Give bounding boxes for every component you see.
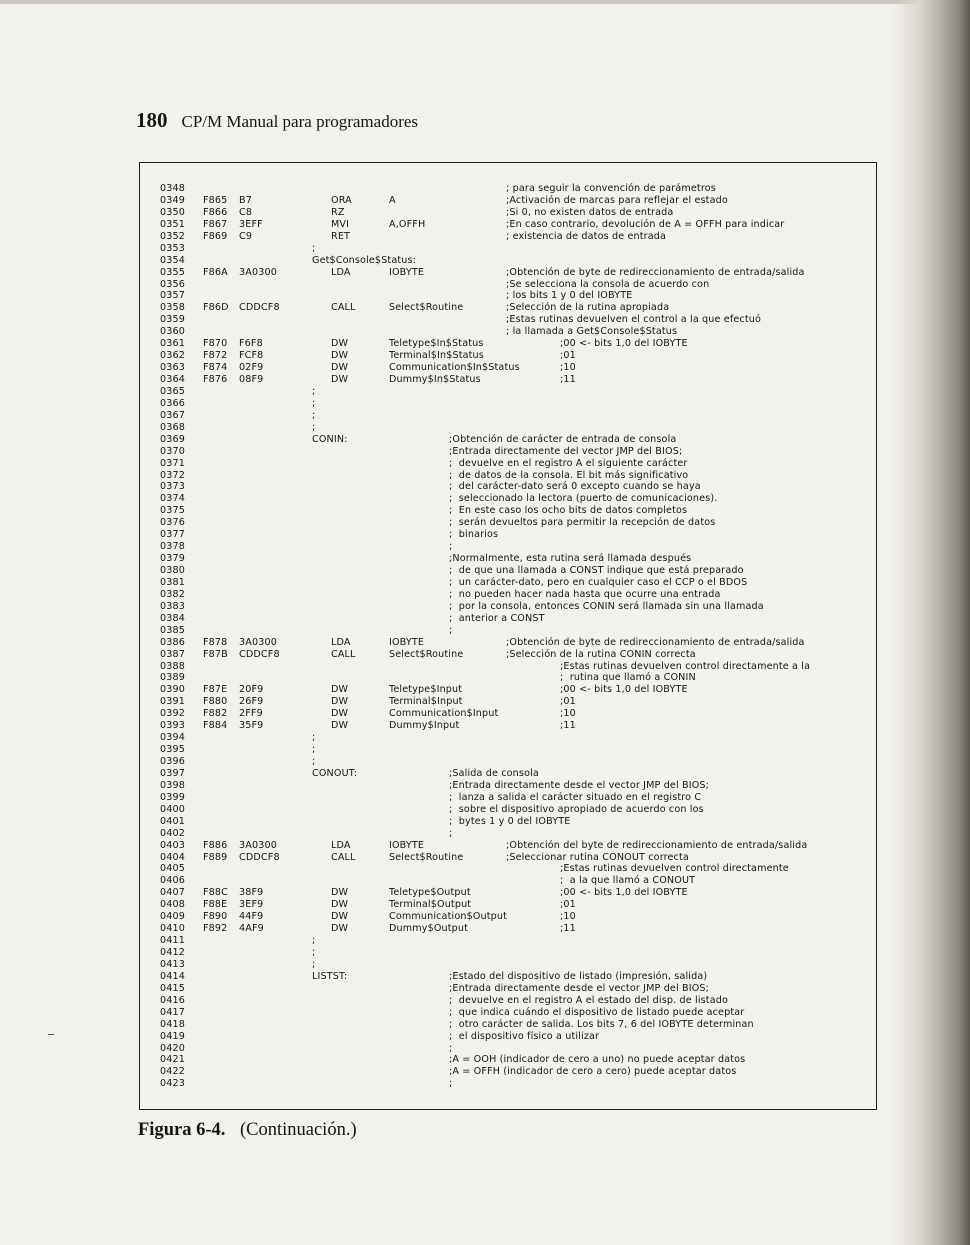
operand: Dummy$Output <box>389 923 469 935</box>
line-number: 0353 <box>160 242 186 254</box>
line-number: 0410 <box>160 923 186 935</box>
comment: ;11 <box>560 923 576 935</box>
operand: Terminal$Input <box>389 696 463 708</box>
opcode: DW <box>331 696 349 708</box>
comment: ;10 <box>560 362 576 374</box>
comment: ;Estas rutinas devuelven control directamente <box>560 863 789 875</box>
label: ; <box>312 947 316 958</box>
operand: Select$Routine <box>389 648 464 660</box>
caption-label: Figura 6-4. <box>138 1120 226 1140</box>
opcode: CALL <box>331 648 356 660</box>
address: F88C <box>203 887 229 899</box>
comment: ;01 <box>560 696 576 708</box>
comment: ;11 <box>560 374 576 385</box>
opcode: DW <box>331 708 349 720</box>
line-number: 0365 <box>160 385 186 397</box>
margin-mark <box>48 1034 54 1035</box>
line-number: 0372 <box>160 469 186 481</box>
line-number: 0407 <box>160 887 186 899</box>
object-code: 3A0300 <box>239 636 277 648</box>
line-number: 0348 <box>160 183 186 194</box>
line-number: 0362 <box>160 350 186 362</box>
object-code: 38F9 <box>239 887 264 899</box>
comment: ; <box>449 624 453 636</box>
page-header <box>136 108 418 133</box>
line-number: 0394 <box>160 732 186 744</box>
address: F86A <box>203 266 228 278</box>
comment: ; no pueden hacer nada hasta que ocurre una entrada <box>449 588 721 600</box>
line-number: 0402 <box>160 827 186 839</box>
comment: ;Activación de marcas para reflejar el estado <box>506 194 728 206</box>
code-listing-figure <box>139 162 877 1110</box>
opcode: CALL <box>331 302 356 314</box>
comment: ;Obtención de byte de redireccionamiento de entrada/salida <box>506 266 805 278</box>
line-number: 0350 <box>160 206 186 218</box>
comment: ; bytes 1 y 0 del IOBYTE <box>449 815 571 827</box>
running-title: CP/M Manual para programadores <box>181 112 419 131</box>
comment: ;Se selecciona la consola de acuerdo con <box>506 278 710 290</box>
label: ; <box>312 756 316 767</box>
line-number: 0423 <box>160 1078 186 1090</box>
address: F882 <box>203 708 228 720</box>
line-number: 0387 <box>160 648 186 660</box>
object-code: 35F9 <box>239 720 264 732</box>
opcode: DW <box>331 684 349 696</box>
address: F86D <box>203 302 229 314</box>
line-number: 0418 <box>160 1018 186 1030</box>
comment: ;00 <- bits 1,0 del IOBYTE <box>560 338 688 350</box>
comment: ;11 <box>560 720 576 732</box>
line-number: 0415 <box>160 982 186 994</box>
address: F890 <box>203 911 228 923</box>
line-number: 0417 <box>160 1006 186 1018</box>
label: LISTST: <box>312 970 348 982</box>
object-code: 2FF9 <box>239 708 263 720</box>
comment: ; que indica cuándo el dispositivo de listado puede aceptar <box>449 1006 745 1018</box>
comment: ;Selección de la rutina apropiada <box>506 302 670 314</box>
label: ; <box>312 409 316 421</box>
line-number: 0401 <box>160 815 186 827</box>
line-number: 0368 <box>160 421 186 433</box>
opcode: LDA <box>331 636 351 648</box>
comment: ; devuelve en el registro A el estado del disp. de listado <box>449 994 728 1006</box>
book-binding-shadow <box>892 0 970 1245</box>
comment: ;Entrada directamente desde el vector JMP del BIOS; <box>449 779 710 791</box>
opcode: DW <box>331 720 349 732</box>
opcode: DW <box>331 923 349 935</box>
comment: ; para seguir la convención de parámetros <box>506 183 716 194</box>
object-code: CDDCF8 <box>239 648 280 660</box>
object-code: 3EF9 <box>239 899 264 911</box>
opcode: DW <box>331 362 349 374</box>
address: F867 <box>203 218 228 230</box>
opcode: MVI <box>331 218 350 230</box>
line-number: 0371 <box>160 457 186 469</box>
line-number: 0393 <box>160 720 186 732</box>
operand: IOBYTE <box>389 266 425 278</box>
address: F866 <box>203 206 228 218</box>
comment: ; de que una llamada a CONST indique que está preparado <box>449 565 744 576</box>
operand: Communication$Output <box>389 911 508 923</box>
opcode: LDA <box>331 266 351 278</box>
comment: ; existencia de datos de entrada <box>506 230 667 242</box>
line-number: 0392 <box>160 708 186 720</box>
comment: ; la llamada a Get$Console$Status <box>506 326 678 338</box>
line-number: 0386 <box>160 636 186 648</box>
object-code: 3A0300 <box>239 839 277 851</box>
line-number: 0406 <box>160 875 186 887</box>
comment: ;Obtención del byte de redireccionamiento de entrada/salida <box>506 839 808 851</box>
comment: ; lanza a salida el carácter situado en el registro C <box>449 791 702 803</box>
line-number: 0356 <box>160 278 186 290</box>
address: F869 <box>203 230 228 242</box>
operand: IOBYTE <box>389 839 425 851</box>
operand: IOBYTE <box>389 636 425 648</box>
line-number: 0377 <box>160 529 186 541</box>
line-number: 0349 <box>160 194 186 206</box>
address: F874 <box>203 362 228 374</box>
comment: ; rutina que llamó a CONIN <box>560 672 696 684</box>
comment: ;Salida de consola <box>449 767 539 779</box>
line-number: 0376 <box>160 517 186 529</box>
label: ; <box>312 242 316 254</box>
comment: ; <box>449 1078 453 1090</box>
comment: ; por la consola, entonces CONIN será llamada sin una llamada <box>449 600 764 612</box>
line-number: 0411 <box>160 935 186 947</box>
operand: Teletype$Input <box>389 684 463 696</box>
line-number: 0409 <box>160 911 186 923</box>
label: ; <box>312 385 316 397</box>
comment: ;Estado del dispositivo de listado (impresión, salida) <box>449 970 708 982</box>
label: ; <box>312 744 316 756</box>
label: CONOUT: <box>312 767 358 779</box>
object-code: FCF8 <box>239 350 264 362</box>
comment: ; del carácter-dato será 0 excepto cuando se haya <box>449 481 701 493</box>
line-number: 0404 <box>160 851 186 863</box>
line-number: 0352 <box>160 230 186 242</box>
comment: ;Obtención de byte de redireccionamiento de entrada/salida <box>506 636 805 648</box>
comment: ; <box>449 1042 453 1054</box>
opcode: DW <box>331 338 349 350</box>
address: F87B <box>203 648 228 660</box>
comment: ; el dispositivo físico a utilizar <box>449 1030 600 1042</box>
operand: A <box>389 194 396 206</box>
comment: ; <box>449 541 453 553</box>
label: ; <box>312 421 316 433</box>
object-code: 08F9 <box>239 374 264 385</box>
line-number: 0364 <box>160 374 186 385</box>
comment: ;Seleccionar rutina CONOUT correcta <box>506 851 689 863</box>
line-number: 0396 <box>160 756 186 767</box>
comment: ;Estas rutinas devuelven el control a la que efectuó <box>506 314 762 326</box>
object-code: B7 <box>239 194 252 206</box>
line-number: 0381 <box>160 576 186 588</box>
operand: Select$Routine <box>389 851 464 863</box>
object-code: CDDCF8 <box>239 302 280 314</box>
line-number: 0385 <box>160 624 186 636</box>
line-number: 0412 <box>160 947 186 958</box>
label: ; <box>312 397 316 409</box>
comment: ; otro carácter de salida. Los bits 7, 6 del IOBYTE determinan <box>449 1018 754 1030</box>
line-number: 0398 <box>160 779 186 791</box>
comment: ;Estas rutinas devuelven control directamente a la <box>560 660 811 672</box>
comment: ; a la que llamó a CONOUT <box>560 875 696 887</box>
comment: ;Normalmente, esta rutina será llamada después <box>449 553 692 565</box>
line-number: 0397 <box>160 767 186 779</box>
line-number: 0355 <box>160 266 186 278</box>
line-number: 0361 <box>160 338 186 350</box>
address: F880 <box>203 696 228 708</box>
opcode: DW <box>331 350 349 362</box>
line-number: 0373 <box>160 481 186 493</box>
line-number: 0390 <box>160 684 186 696</box>
object-code: 02F9 <box>239 362 264 374</box>
object-code: 44F9 <box>239 911 264 923</box>
line-number: 0384 <box>160 612 186 624</box>
opcode: ORA <box>331 194 352 206</box>
line-number: 0380 <box>160 565 186 576</box>
address: F886 <box>203 839 228 851</box>
line-number: 0382 <box>160 588 186 600</box>
line-number: 0414 <box>160 970 186 982</box>
object-code: CDDCF8 <box>239 851 280 863</box>
line-number: 0421 <box>160 1054 186 1066</box>
comment: ;Obtención de carácter de entrada de consola <box>449 433 677 445</box>
comment: ;10 <box>560 708 576 720</box>
opcode: DW <box>331 374 349 385</box>
line-number: 0379 <box>160 553 186 565</box>
line-number: 0358 <box>160 302 186 314</box>
operand: Terminal$In$Status <box>389 350 484 362</box>
address: F865 <box>203 194 228 206</box>
line-number: 0370 <box>160 445 186 457</box>
object-code: 3EFF <box>239 218 263 230</box>
line-number: 0374 <box>160 493 186 505</box>
line-number: 0363 <box>160 362 186 374</box>
comment: ; un carácter-dato, pero en cualquier caso el CCP o el BDOS <box>449 576 748 588</box>
comment: ;A = OFFH (indicador de cero a cero) puede aceptar datos <box>449 1066 737 1078</box>
line-number: 0422 <box>160 1066 186 1078</box>
caption-text: (Continuación.) <box>239 1120 357 1140</box>
object-code: F6F8 <box>239 338 263 350</box>
comment: ; devuelve en el registro A el siguiente carácter <box>449 457 688 469</box>
line-number: 0360 <box>160 326 186 338</box>
operand: Communication$In$Status <box>389 362 520 374</box>
operand: Dummy$In$Status <box>389 374 481 385</box>
line-number: 0366 <box>160 397 186 409</box>
line-number: 0357 <box>160 290 186 302</box>
label: ; <box>312 935 316 947</box>
line-number: 0378 <box>160 541 186 553</box>
label: ; <box>312 732 316 744</box>
comment: ; de datos de la consola. El bit más significativo <box>449 469 689 481</box>
operand: Select$Routine <box>389 302 464 314</box>
address: F892 <box>203 923 228 935</box>
opcode: RZ <box>331 206 345 218</box>
figure-caption <box>138 1120 357 1141</box>
address: F876 <box>203 374 228 385</box>
label: CONIN: <box>312 433 348 445</box>
address: F872 <box>203 350 228 362</box>
object-code: C8 <box>239 206 253 218</box>
opcode: DW <box>331 899 349 911</box>
address: F884 <box>203 720 228 732</box>
line-number: 0389 <box>160 672 186 684</box>
comment: ;A = OOH (indicador de cero a uno) no puede aceptar datos <box>449 1054 746 1066</box>
label: ; <box>312 958 316 970</box>
operand: A,OFFH <box>389 218 426 230</box>
object-code: 26F9 <box>239 696 264 708</box>
opcode: CALL <box>331 851 356 863</box>
operand: Dummy$Input <box>389 720 460 732</box>
address: F87E <box>203 684 228 696</box>
line-number: 0403 <box>160 839 186 851</box>
line-number: 0375 <box>160 505 186 517</box>
comment: ;00 <- bits 1,0 del IOBYTE <box>560 887 688 899</box>
comment: ;00 <- bits 1,0 del IOBYTE <box>560 684 688 696</box>
line-number: 0351 <box>160 218 186 230</box>
object-code: C9 <box>239 230 253 242</box>
line-number: 0367 <box>160 409 186 421</box>
comment: ;Entrada directamente desde el vector JMP del BIOS; <box>449 982 710 994</box>
page-number: 180 <box>136 108 168 132</box>
line-number: 0405 <box>160 863 186 875</box>
line-number: 0419 <box>160 1030 186 1042</box>
comment: ; los bits 1 y 0 del IOBYTE <box>506 290 633 302</box>
object-code: 4AF9 <box>239 923 264 935</box>
address: F889 <box>203 851 228 863</box>
comment: ;01 <box>560 350 576 362</box>
label: Get$Console$Status: <box>312 254 417 266</box>
line-number: 0413 <box>160 958 186 970</box>
comment: ;Selección de la rutina CONIN correcta <box>506 648 696 660</box>
line-number: 0383 <box>160 600 186 612</box>
line-number: 0369 <box>160 433 186 445</box>
operand: Teletype$Output <box>389 887 471 899</box>
line-number: 0408 <box>160 899 186 911</box>
line-number: 0400 <box>160 803 186 815</box>
line-number: 0420 <box>160 1042 186 1054</box>
comment: ; sobre el dispositivo apropiado de acuerdo con los <box>449 803 704 815</box>
address: F870 <box>203 338 228 350</box>
comment: ; serán devueltos para permitir la recepción de datos <box>449 517 716 529</box>
object-code: 3A0300 <box>239 266 277 278</box>
address: F88E <box>203 899 228 911</box>
opcode: RET <box>331 230 351 242</box>
comment: ; seleccionado la lectora (puerto de comunicaciones). <box>449 493 718 505</box>
operand: Communication$Input <box>389 708 499 720</box>
comment: ; En este caso los ocho bits de datos completos <box>449 505 688 517</box>
comment: ; anterior a CONST <box>449 612 545 624</box>
opcode: DW <box>331 911 349 923</box>
opcode: DW <box>331 887 349 899</box>
line-number: 0395 <box>160 744 186 756</box>
line-number: 0416 <box>160 994 186 1006</box>
operand: Teletype$In$Status <box>389 338 484 350</box>
comment: ;01 <box>560 899 576 911</box>
line-number: 0354 <box>160 254 186 266</box>
comment: ;En caso contrario, devolución de A = OFFH para indicar <box>506 218 785 230</box>
address: F878 <box>203 636 228 648</box>
line-number: 0399 <box>160 791 186 803</box>
opcode: LDA <box>331 839 351 851</box>
object-code: 20F9 <box>239 684 264 696</box>
comment: ;Si 0, no existen datos de entrada <box>506 206 674 218</box>
page-top-edge <box>0 0 970 4</box>
comment: ; <box>449 827 453 839</box>
line-number: 0388 <box>160 660 186 672</box>
line-number: 0359 <box>160 314 186 326</box>
line-number: 0391 <box>160 696 186 708</box>
comment: ;10 <box>560 911 576 923</box>
operand: Terminal$Output <box>389 899 472 911</box>
comment: ; binarios <box>449 529 499 541</box>
comment: ;Entrada directamente del vector JMP del BIOS; <box>449 445 683 457</box>
